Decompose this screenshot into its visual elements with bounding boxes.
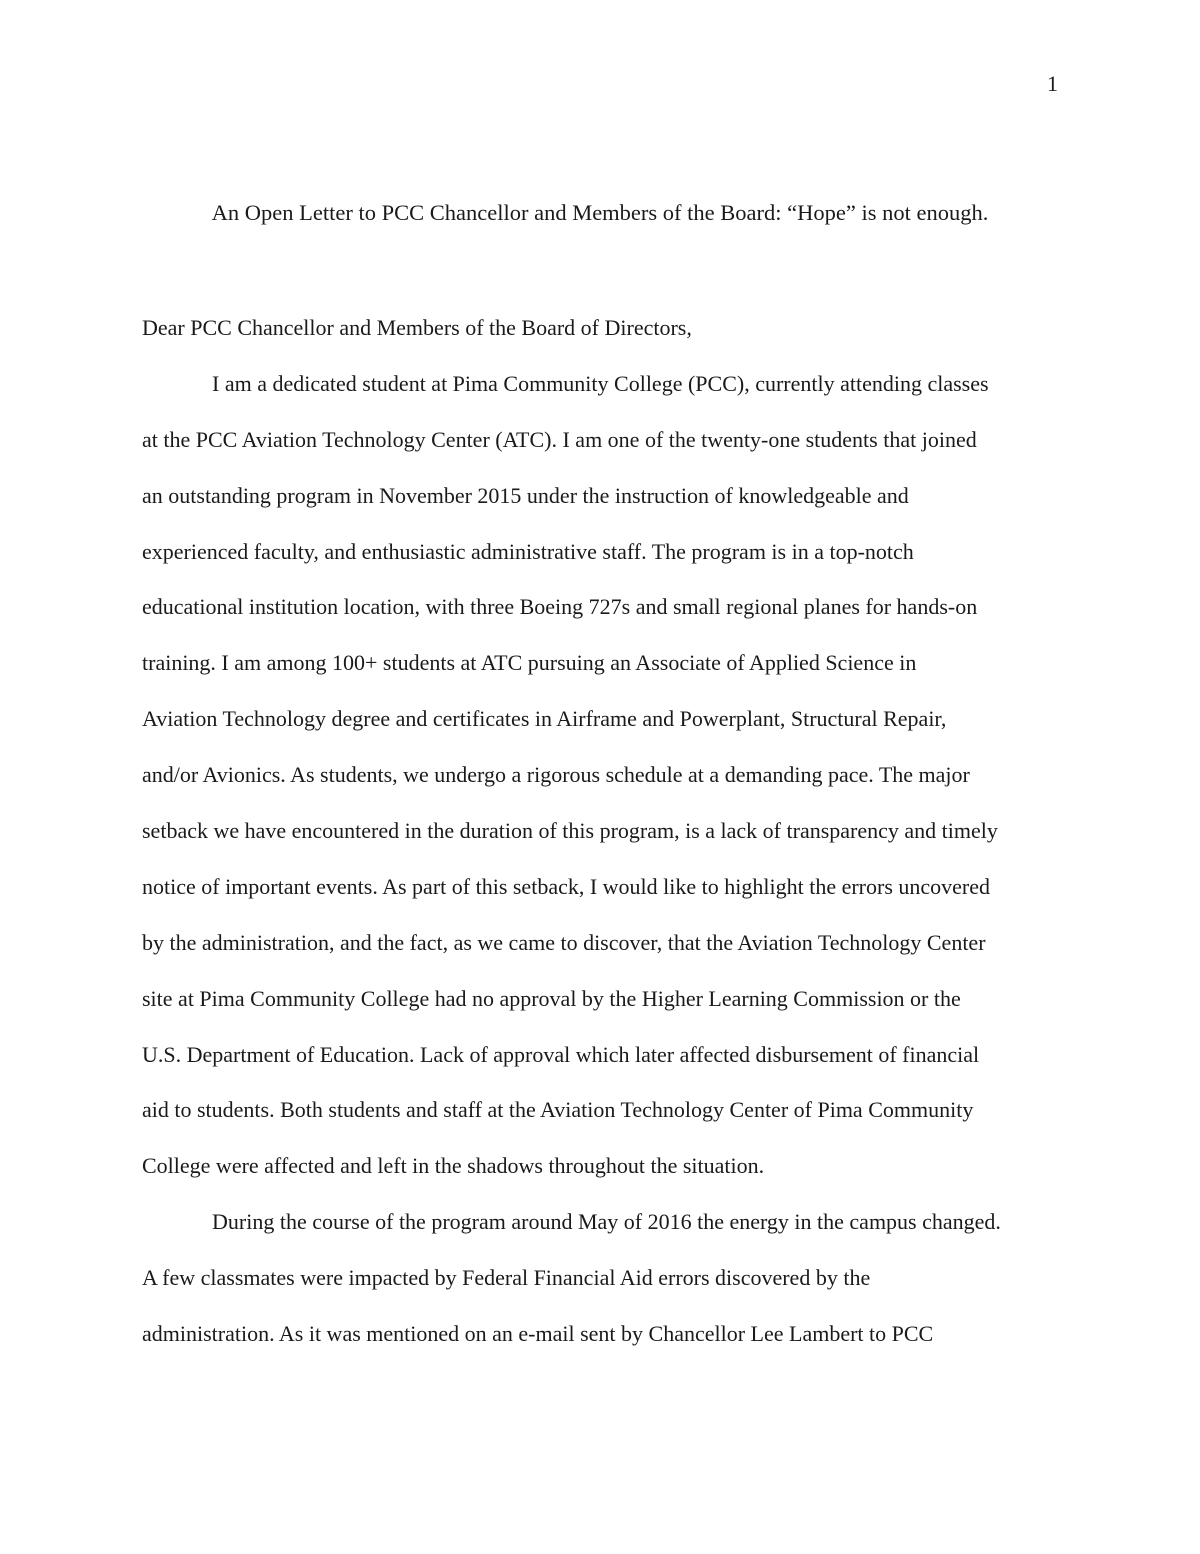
paragraph-1 bbox=[142, 368, 1062, 1206]
paragraph-line: U.S. Department of Education. Lack of approval which later affected disbursement of financial bbox=[142, 1041, 980, 1067]
paragraph-line: College were affected and left in the shadows throughout the situation. bbox=[142, 1153, 765, 1179]
letter-title: An Open Letter to PCC Chancellor and Members of the Board: “Hope” is not enough. bbox=[211, 200, 989, 225]
paragraph-line: A few classmates were impacted by Federal Financial Aid errors discovered by the bbox=[142, 1265, 871, 1291]
paragraph-line: setback we have encountered in the duration of this program, is a lack of transparency and timely bbox=[142, 818, 998, 844]
page-number: 1 bbox=[1047, 71, 1058, 96]
paragraph-line: administration. As it was mentioned on an e-mail sent by Chancellor Lee Lambert to PCC bbox=[142, 1321, 934, 1347]
paragraph-line: training. I am among 100+ students at ATC pursuing an Associate of Applied Science in bbox=[142, 650, 917, 676]
paragraph-line: Aviation Technology degree and certificates in Airframe and Powerplant, Structural Repair, bbox=[142, 706, 947, 732]
paragraph-line: I am a dedicated student at Pima Community College (PCC), currently attending classes bbox=[212, 370, 989, 396]
paragraph-line: by the administration, and the fact, as we came to discover, that the Aviation Technology Center bbox=[142, 929, 986, 955]
paragraph-line: experienced faculty, and enthusiastic administrative staff. The program is in a top-notch bbox=[142, 538, 914, 564]
paragraph-line: site at Pima Community College had no approval by the Higher Learning Commission or the bbox=[142, 985, 961, 1011]
paragraph-line: an outstanding program in November 2015 under the instruction of knowledgeable and bbox=[142, 482, 909, 508]
paragraph-line: and/or Avionics. As students, we undergo a rigorous schedule at a demanding pace. The major bbox=[142, 762, 970, 788]
paragraph-line: aid to students. Both students and staff at the Aviation Technology Center of Pima Community bbox=[142, 1097, 974, 1123]
letter-body bbox=[142, 312, 1062, 1374]
paragraph-line: at the PCC Aviation Technology Center (ATC). I am one of the twenty-one students that joined bbox=[142, 426, 977, 452]
paragraph-line: notice of important events. As part of this setback, I would like to highlight the errors uncovered bbox=[142, 873, 991, 899]
paragraph-2 bbox=[142, 1206, 1062, 1374]
paragraph-line: educational institution location, with three Boeing 727s and small regional planes for hands-on bbox=[142, 594, 978, 620]
salutation: Dear PCC Chancellor and Members of the Board of Directors, bbox=[142, 315, 692, 340]
paragraph-line: During the course of the program around May of 2016 the energy in the campus changed. bbox=[212, 1209, 1001, 1235]
